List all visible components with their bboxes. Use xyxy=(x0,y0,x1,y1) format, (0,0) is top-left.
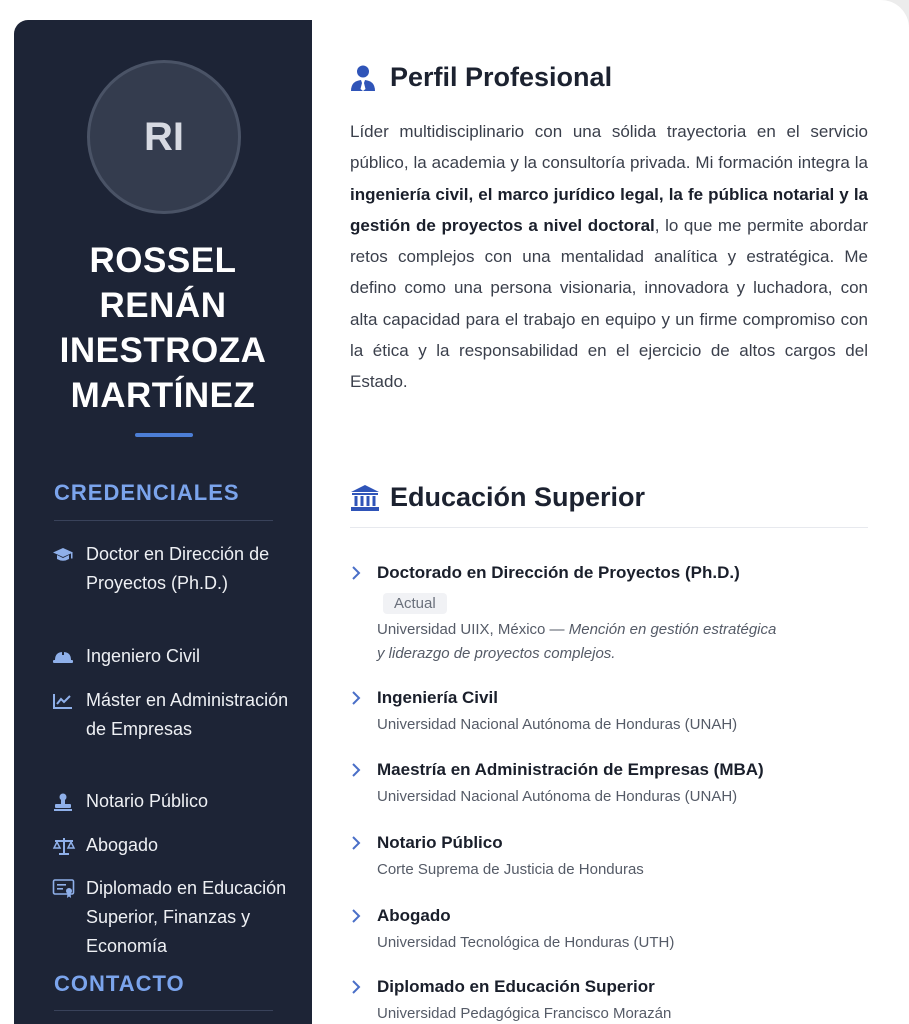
chevron-right-icon xyxy=(350,835,362,856)
chevron-right-icon xyxy=(350,565,362,586)
name-divider xyxy=(135,433,193,437)
contact-heading: CONTACTO xyxy=(54,971,185,996)
scales-icon xyxy=(52,831,86,860)
main-content: Perfil Profesional Líder multidisciplinario con una sólida trayectoria en el servicio público, la academia y la consultoría privada. Mi formación integra la ingeniería civil, el marco jurídico legal, la fe pública notarial y la gestión de proyectos a nivel doctoral, lo que me permite abordar retos complejos con una mentalidad analítica y estratégica. Me defino como una persona visionaria, innovadora y luchadora, con alta capacidad para el trabajo en equipo y un firme compromiso con la ética y la responsabilidad en el ejercicio de altos cargos del Estado. Educación Superior Doctorado en Dirección de Proyectos (Ph.D.) Actual Universidad UIIX, México — Mención en gestión estratégica y liderazgo de proyectos complejos. Ingeniería Civil Universidad Nacional Autónoma de Honduras (UNAH) Maestría en Administración de Empresas (MBA) Universidad Nacional Autónoma de Honduras (UNAH) Notario Público Corte Suprema de Justicia de Honduras Abogado Universidad Tecnológica de Honduras (UTH) Diplomado en Educación Superior Universidad Pedagógica Francisco Morazán xyxy=(350,62,868,1022)
graduation-cap-icon xyxy=(52,540,86,569)
credential-item: Ingeniero Civil xyxy=(52,642,302,671)
credential-item: Máster en Administración de Empresas xyxy=(52,686,302,744)
contact-divider xyxy=(54,1010,273,1011)
chevron-right-icon xyxy=(350,762,362,783)
credential-item: Notario Público xyxy=(52,787,302,816)
credentials-heading: CREDENCIALES xyxy=(54,480,240,505)
stamp-icon xyxy=(52,787,86,816)
name-line: ROSSEL xyxy=(89,241,237,280)
name-line: INESTROZA xyxy=(59,331,267,370)
chevron-right-icon xyxy=(350,690,362,711)
profile-highlight: ingeniería civil, el marco jurídico legal, la fe pública notarial y la gestión de proyectos a nivel doctoral xyxy=(350,184,868,235)
education-divider xyxy=(350,527,868,528)
chevron-right-icon xyxy=(350,979,362,1000)
credential-item: Doctor en Dirección de Proyectos (Ph.D.) xyxy=(52,540,302,598)
name-line: MARTÍNEZ xyxy=(70,376,256,415)
certificate-icon xyxy=(52,874,86,903)
avatar: RI xyxy=(87,60,241,214)
profile-heading: Perfil Profesional xyxy=(350,62,612,93)
name-line: RENÁN xyxy=(99,286,227,325)
full-name xyxy=(24,238,302,418)
hard-hat-icon xyxy=(52,642,86,671)
user-tie-icon xyxy=(350,64,390,92)
credential-item: Diplomado en Educación Superior, Finanzas y Economía xyxy=(52,874,302,961)
status-badge: Actual xyxy=(383,593,447,614)
credentials-divider xyxy=(54,520,273,521)
line-chart-icon xyxy=(52,686,86,715)
education-heading: Educación Superior xyxy=(350,482,645,513)
chevron-right-icon xyxy=(350,908,362,929)
sidebar xyxy=(14,20,312,1024)
profile-text: Líder multidisciplinario con una sólida trayectoria en el servicio público, la academia y la consultoría privada. Mi formación integra la ingeniería civil, el marco jurídico legal, la fe pública notarial y la gestión de proyectos a nivel doctoral, lo que me permite abordar retos complejos con una mentalidad analítica y estratégica. Me defino como una persona visionaria, innovadora y luchadora, con alta capacidad para el trabajo en equipo y un firme compromiso con la ética y la responsabilidad en el ejercicio de altos cargos del Estado. xyxy=(350,122,868,392)
institution-icon xyxy=(350,484,390,512)
credential-item: Abogado xyxy=(52,831,302,860)
